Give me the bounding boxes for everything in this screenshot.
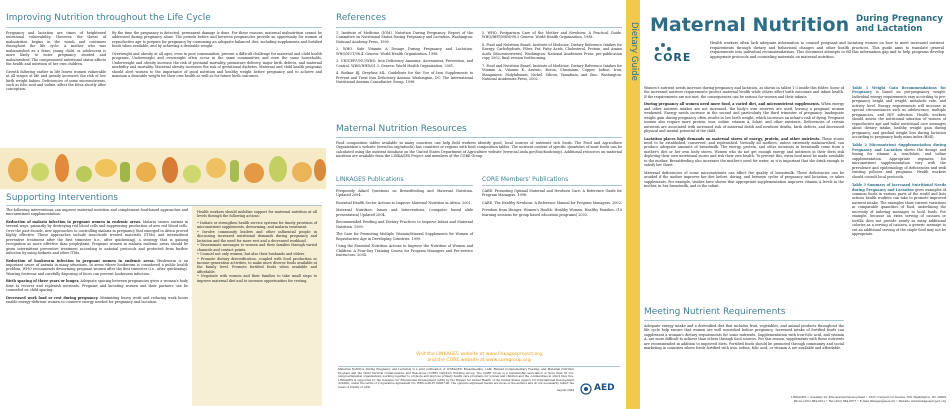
resources-text: Food composition tables available in many countries can help field workers identify good, local sources of nutrients rich foods. The Food and Agriculture Organization's website (www.fao.org/infoods) has countries or regions with food composition tables. The nutrient content of specific quantities of most foods can be calculated using the nutrient database on the United States Department of Agriculture website (www.nal.usda.gov/fnic/foodcomp). Additional resources on maternal nutrition are available from the LINKAGES Project and members of the CORE Group. — [336, 141, 622, 159]
panel-cover — [640, 0, 950, 409]
intervention-item: Birth spacing of three years or longer. Adequate spacing between pregnancies gives a woman's body time to recover and replenish nutrients. Pregnant and lactating women and their partners can be counseled on child spacing. — [6, 279, 188, 293]
heading-rule — [336, 137, 622, 138]
box-item: • Promote dietary diversification, coupled with food production or income-generation activities, to make more diverse foods available at the family level. Promote fortified foods when available and affordable. — [197, 256, 318, 274]
footer-text: Maternal Nutrition During Pregnancy and Lactation is a joint publication of LINKAGES: Breastfeeding, LAM, Related Complementary Feeding, and Maternal Nutrition Program and the Child Survival Collaborations and Resources (CORE) Nutrition Working Group. The CORE Group is a membership association of more than 35 U.S. nongovernmental organizations working together to promote and improve primary health care programs for women and children and the communities in which they live. LINKAGES is supported by the Academy for Educational Development (AED) by the Bureau for Global Health of the United States Agency for International Development (USAID), under the terms of Cooperative Agreement No. HRN-A-00-97-00007-00. The opinions expressed herein are those of the authors and do not necessarily reflect the views of USAID or AED. — [338, 367, 574, 389]
cover-subtitle: During Pregnancy and Lactation — [856, 14, 943, 34]
spine-label: Dietary Guide — [629, 22, 639, 81]
references-heading: References — [336, 13, 387, 23]
publication-item: CARE. Promoting Optimal Maternal and Newborn Care: A Reference Guide for Program Managers. 1998. — [482, 189, 622, 198]
references-col1 — [336, 31, 473, 85]
supporting-main — [6, 208, 188, 305]
supporting-heading: Supporting Interventions — [6, 193, 118, 203]
core-publications-heading: CORE Members' Publications — [482, 176, 569, 183]
panel-life-cycle — [0, 0, 326, 409]
meeting-text: Adequate energy intake and a diversified diet that includes fruit, vegetables, and animal products throughout the life cycle help ensure that women are well nourished before pregnancy. Increased intake of fortified foods can supplement a woman's dietary requirements for some nutrients. Supplementation with iron-folic acid, and vitamin A, are more difficult to achieve than others through food sources. For this reason, supplements with these nutrients are recommended in addition to improved diets. Fortified foods should be promoted through community and social marketing in countries where foods fortified with iron, iodine, folic acid, or vitamin A are available and affordable. — [644, 324, 844, 351]
intervention-item: Reduction of malaria infection in pregnant women in endemic areas. Malaria causes anemia in several ways, primarily by destroying red blood cells and suppressing production of new red blood cells. Over the past decade, new approaches to controlling malaria in pregnancy that emerged in Africa proved highly effective. These approaches include insecticide treated materials (ITMs) and intermittent preventive treatment after the first trimester (i.e., after quickening), a strategy that is gaining recognition as more effective than prophylaxis. Pregnant women in malaria endemic areas should be given intermittent preventive treatment according to national protocols and protected from further infection by using bednets and other ITMs. — [6, 219, 189, 256]
linkages-heading: LINKAGES Publications — [336, 176, 404, 183]
paragraph: Pregnancy and lactation are times of heightened nutritional vulnerability. However, the threat of malnutrition begins in the womb and continues throughout the life cycle. A mother who was malnourished as a fetus, young child, or adolescent is more likely to enter pregnancy stunted and malnourished. The compromised nutritional status affects the health and nutrition of her own children. — [6, 31, 106, 67]
table-note: Table 3 Summary of Increased Nutritional Needs during Pregnancy and Lactation gives examples of common foods in various parts of the world and lists actions health workers can take to promote improved nutrient intake. The examples show current variations in comparable quantities of food, underlining the necessity of tailoring messages to local foods. For example, because an extra serving of cassava or tortilla does not provide nearly as many additional calories as a serving of cassava, a generic message to eat an additional serving of the staple food may not be appropriate. — [852, 183, 947, 237]
life-cycle-col2 — [112, 31, 322, 79]
publication-item: Essential Health Sector Actions to Improve Maternal Nutrition in Africa. 2001. — [336, 200, 472, 205]
box-item: • Counsel not only women, but also their husbands and elders. — [197, 252, 306, 257]
footer-date: August 2004 — [556, 388, 574, 392]
core-list — [482, 189, 622, 217]
core-logo-text: CORE — [654, 51, 692, 64]
cover-title: Maternal Nutrition — [650, 14, 850, 36]
reference-item: 2. WHO. Safe Vitamin A Dosage During Pregnancy and Lactation. WHO/NUT/98.4. Geneva: World Health Organization, 1998. — [336, 47, 473, 56]
box-item: • Involve community leaders and other influential people in discussing increased nutritional demands during pregnancy and lactation and the need for more rest and a decreased workload. — [197, 229, 318, 243]
table-note: Table 1 Weight Gain Recommendations for Pregnancy is based on pre-pregnancy weight. Individual energy requirements vary according to pre-pregnancy height and weight, metabolic rate, and activity level. Energy requirements will increase in special circumstances such as adolescence, multiple pregnancies, and HIV infection. Health workers should assess the nutritional situation of women of reproductive age and tailor nutritional care messages about dietary intake, healthy weight gain during pregnancy, and gradual weight loss during lactation according to pregnancy body mass index (BMI). — [852, 86, 946, 139]
heading-rule — [336, 27, 622, 28]
heading-rule — [6, 27, 322, 28]
publication-item: Maternal Nutrition: Issues and Interventions. (computer based slide presentation) Updated 2004. — [336, 208, 473, 217]
box-item: • Negotiate with women and their families to take small steps to improve maternal diet and to increase opportunities for resting. — [197, 274, 317, 283]
aed-logo — [578, 378, 620, 400]
main-paragraph: During pregnancy all women need more food, a varied diet, and micronutrient supplements. When energy and other nutrient intakes are not increased, the body's own reserves are used, leaving a pregnant woman weakened. Energy needs increase in the second and particularly the third trimester of pregnancy. Inadequate weight gain during pregnancy often results in low birth weight, which increases an infant's risk of dying. Pregnant women also require more protein, iron, iodine, vitamin A, folate, and other nutrients. Deficiencies of certain nutrients are associated with increased risk of maternal death and newborn deaths, birth defects, and decreased physical and mental potential of the child. — [644, 102, 844, 134]
main-paragraph: Maternal deficiencies of some micronutrients can affect the quality of breastmilk. These deficiencies can be avoided if the mother improves her diet before, during, and between cycles of pregnancy and lactation, or takes supplements. For example, studies have shown that appropriate supplementation improves vitamin A levels in the mother, in her breastmilk, and in the infant. — [644, 170, 844, 189]
table-notes — [852, 86, 946, 237]
publication-item: CARE. The Healthy Newborn: A Reference Manual for Program Managers. 2002. — [482, 200, 622, 205]
reference-item: 3. UNICEF/UNU/WHO. Iron Deficiency Anaemia: Assessment, Prevention, and Control. WHO/NHD/01.3. Geneva: World Health Organization, 2001. — [336, 59, 473, 68]
publication-item: Frequently Asked Questions on Breastfeeding and Maternal Nutrition. Updated 2004. — [336, 189, 473, 198]
footer-block — [338, 368, 574, 393]
references-col2 — [482, 31, 622, 82]
heading-rule — [644, 320, 844, 321]
table-note: Table 2 Micronutrient Supplementation during Pregnancy and Lactation shows the dosage and timing for vitamin A, iron/folate, and iodine supplementation. Appropriate regimens for micronutrient supplementation vary with the prevalence and epidemiology of deficiencies and with existing policies and programs. Health workers should consult local protocols. — [852, 143, 946, 179]
meeting-heading: Meeting Nutrient Requirements — [644, 307, 786, 317]
produce-illustration — [0, 148, 326, 189]
box-intro: Health workers should mobilize support for maternal nutrition at all levels through the following actions: — [197, 210, 317, 219]
folder-spine — [626, 0, 640, 409]
life-cycle-col1 — [6, 31, 106, 92]
heading-rule — [482, 185, 622, 186]
food-illustration-band — [0, 148, 326, 189]
website-callout — [338, 352, 620, 364]
reference-item: 6. Food and Nutrition Board, Institute of Medicine. Dietary Reference Intakes for Energy, Carbohydrate, Fiber, Fat, Fatty Acids, Cholesterol, Protein, and Amino Acids (Macronutrients). Washington: National Academies Press, pre-publication copy 2002, final version forthcoming. — [482, 42, 622, 61]
life-cycle-heading: Improving Nutrition throughout the Life Cycle — [6, 13, 211, 23]
box-item: • Disseminate messages to women and their families through varied channels and contact points. — [197, 243, 318, 252]
paragraph: By the time the pregnancy is detected, permanent damage is done. For these reasons, maternal malnutrition cannot be addressed during pregnancy alone. The periods before and between pregnancies provide an opportunity for women of reproductive age to prepare for pregnancy by consuming an adequate balanced diet, including supplements and fortified foods when available, and by achieving a desirable weight. — [112, 31, 322, 49]
publication-item: Freedom from Hunger. Women's Health: Healthy Women, Healthy Families. (10 learning sessions for group based education programs) 2003. — [482, 208, 622, 217]
resources-heading: Maternal Nutrition Resources — [336, 124, 467, 134]
paragraph: Growth faltering earlier in life leaves women vulnerable at all stages of life and greatly increases the risk of low birth weight babies. Deficiencies of some micronutrients, such as folic acid and iodine, affect the fetus shortly after conception. — [6, 69, 106, 92]
main-text — [644, 86, 844, 189]
core-website-link[interactable]: and the CORE website at www.coregroup.org — [427, 358, 531, 363]
intervention-item: Decreased work load or rest during pregnancy. Minimizing heavy work and reducing work hours enable energy-deficient women to conserve energy needed for pregnancy and lactation. — [6, 295, 188, 305]
publication-item: The Case for Promoting Multiple Vitamin/Mineral Supplements for Women of Reproductive Age in Developing Countries. 1999. — [336, 232, 473, 241]
contact-info: Phone (202) 884-8221 • Fax (202) 884-8977 • E-mail linkages@aed.org • Website www.linkagesproject.org — [793, 398, 946, 403]
intervention-item: Reduction of hookworm infection in pregnant women in endemic areas. Hookworm is an important cause of anemia in many situations. In areas where hookworm is considered a public health problem, WHO recommends deworming pregnant women after the first trimester (i.e., after quickening). Wearing footwear and carefully disposing of feces can prevent hookworm infection. — [6, 258, 189, 276]
supporting-intro: The following interventions can improve maternal nutrition and complement food-based approaches and micronutrient supplementation: — [6, 208, 188, 217]
panel-references — [332, 0, 625, 409]
main-paragraph: Women's nutrient needs increase during pregnancy and lactation, as shown in tables 1-3 inside this folder. Some of the increased nutrient requirements protect maternal health while others affect birth outcomes and infant health. If the requirements are not met, the consequences can be serious for women and their infants. — [644, 86, 844, 99]
reference-item: 4. Bodnar RJ, Dreyfuss ML. Guidelines for the Use of Iron Supplements to Prevent and Treat Iron Deficiency Anemia. Washington, DC: The International Nutritional Anemia Consultative Group, 1998. — [336, 71, 473, 85]
box-item: • Initiate or strengthen health service systems for timely provision of micronutrient supplements, deworming, and malaria treatment. — [197, 220, 318, 230]
contact-address: LINKAGES • Academy for Educational Development • 1825 Connecticut Avenue, NW, Washington, DC 20009 — [790, 395, 946, 399]
core-logo — [650, 40, 708, 66]
publication-item: Recommended Feeding and Dietary Practices to Improve Infant and Maternal Nutrition. 1999. — [336, 220, 473, 229]
linkages-list — [336, 189, 473, 257]
health-worker-box — [192, 206, 322, 406]
main-paragraph: Lactation places high demands on maternal stores of energy, protein, and other nutrients. These stores need to be established, conserved, and replenished. Virtually all mothers, unless extremely malnourished, can produce adequate amounts of breastmilk. The energy, protein, and other nutrients in breastmilk come from a mother's diet or her own body stores. Women who do not get enough energy and nutrients in their diets risk depleting their own nutritional stores and risk their own health. To prevent this, extra food must be made available to the mother. Breastfeeding also increases the mother's need for water, so it is important that she drink enough to satisfy her thirst. — [644, 136, 844, 168]
heading-rule — [336, 185, 473, 186]
reference-item: 1. Institute of Medicine (IOM). Nutrition During Pregnancy. Report of the Committee on Nutritional Status During Pregnancy and Lactation. Washington: National Academy Press, 1990. — [336, 31, 473, 44]
reference-item: 5. WHO. Postpartum Care of the Mother and Newborn: A Practical Guide. WHO/RHT/MSM/98.3 Geneva: World Health Organization, 1998. — [482, 31, 622, 40]
linkages-website-link[interactable]: Visit the LINKAGES website at www.linkagesproject.org — [415, 352, 542, 357]
reference-item: 7. Food and Nutrition Board, Institute of Medicine. Dietary Reference Intakes for Vitamin A, Vitamin K, Arsenic, Boron, Chromium, Copper, Iodine, Iron, Manganese, Molybdenum, Nickel, Silicon, Vanadium, and Zinc. Washington: National Academies Press, 2002. — [482, 63, 622, 82]
aed-logo-text: AED — [594, 383, 615, 393]
publication-item: Using the Essential Nutrition Actions to Improve the Nutrition of Women and Children: A Four-Day Training Course for Program Managers and Pre-service Instructors. 2004. — [336, 244, 473, 257]
contact-footer — [644, 396, 946, 403]
cover-intro: Health workers often lack adequate information to counsel pregnant and lactating women on how to meet increased nutrient requirements through dietary and behavioral changes and other health practices. This guide aims to translate general requirements into individual recommendations. This document attempts to fill this information gap and to help programs develop appropriate protocols and counseling materials on maternal nutrition. — [710, 41, 944, 59]
paragraph: Overweight and obesity at all ages, even in poor communities, present a difficult challenge for maternal and child health programs. Underweight and overweight often occur in the same communities and even the same households. Underweight and obesity increase the risk of perinatal mortality, premature delivery, major birth defects, and maternal morbidity and mortality. Maternal obesity increases the risk of gestational diabetes. Maternal and child health programs should alert women to the importance of good nutrition and healthy weight before pregnancy and to achieve and maintain a desirable weight for their own health as well as for future birth outcomes. — [112, 51, 322, 79]
